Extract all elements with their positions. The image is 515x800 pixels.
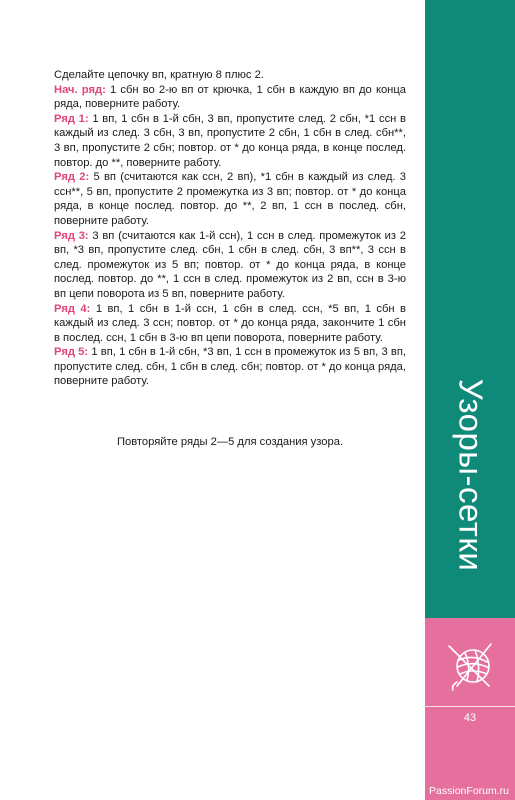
row-text: 1 сбн во 2-ю вп от крючка, 1 сбн в каждую вп до конца ряда, поверните работу. (54, 83, 406, 111)
row-label: Ряд 5: (54, 346, 89, 359)
sidebar-divider (425, 706, 515, 707)
row-2 (54, 170, 406, 228)
row-text: 3 вп (считаются как 1-й ссн), 1 ссн в след. промежуток из 2 вп, *3 вп, пропустите след. сбн, 1 сбн в след. сбн, 3 вп**, 3 ссн в след. промежуток из 5 вп; повтор. от * до конца ряда, в конце послед. повтор. до **, 1 ссн в след. промежуток из 2 вп, ссн в 3-ю вп цепи поворота из 5 вп, поверните работу. (54, 229, 406, 300)
row-label: Ряд 3: (54, 229, 89, 242)
page-number: 43 (463, 712, 477, 724)
row-label: Ряд 2: (54, 171, 90, 184)
row-label: Ряд 1: (54, 112, 89, 125)
chapter-sidebar (425, 0, 515, 800)
row-text: 1 вп, 1 сбн в 1-й сбн, 3 вп, пропустите след. 2 сбн, *1 ссн в каждый из след. 3 сбн, 3 вп, пропустите 2 сбн, 1 сбн в след. сбн**, 3 вп, пропустите 2 сбн; повтор. от * до конца ряда, в конце послед. повтор. до **, поверните работу. (54, 112, 407, 169)
row-text: 1 вп, 1 сбн в 1-й ссн, 1 сбн в след. ссн, *5 вп, 1 сбн в каждый из след. 3 ссн; повтор. от * до конца ряда, закончите 1 сбн в послед. ссн, 1 сбн в 3-ю вп цепи поворота, поверните работу. (54, 302, 407, 344)
row-start (54, 83, 406, 112)
row-5 (54, 345, 406, 389)
chapter-title (425, 340, 515, 610)
row-text: 1 вп, 1 сбн в 1-й сбн, *3 вп, 1 ссн в промежуток из 5 вп, 3 вп, пропустите след. сбн, 1 сбн в след. сбн; повтор. от * до конца ряда, поверните работу. (54, 346, 406, 388)
watermark: PassionForum.ru (429, 785, 509, 797)
row-label: Нач. ряд: (54, 83, 106, 96)
intro-text: Сделайте цепочку вп, кратную 8 плюс 2. (54, 69, 264, 81)
row-3 (54, 229, 406, 302)
pattern-instructions (54, 68, 406, 389)
chapter-title-text: Узоры-сетки (452, 378, 489, 572)
row-1 (54, 112, 406, 170)
row-text: 5 вп (считаются как ссн, 2 вп), *1 сбн в каждый из след. 3 ссн**, 5 вп, пропустите 2 промежутка из 3 вп; повтор. от * до конца ряда, в конце послед. повтор. до **, 2 вп, 1 ссн в послед. сбн, поверните работу. (54, 171, 407, 227)
row-label: Ряд 4: (54, 302, 91, 315)
row-4 (54, 302, 406, 346)
repeat-note: Повторяйте ряды 2—5 для создания узора. (116, 436, 344, 448)
yarn-ball-icon (443, 636, 497, 692)
